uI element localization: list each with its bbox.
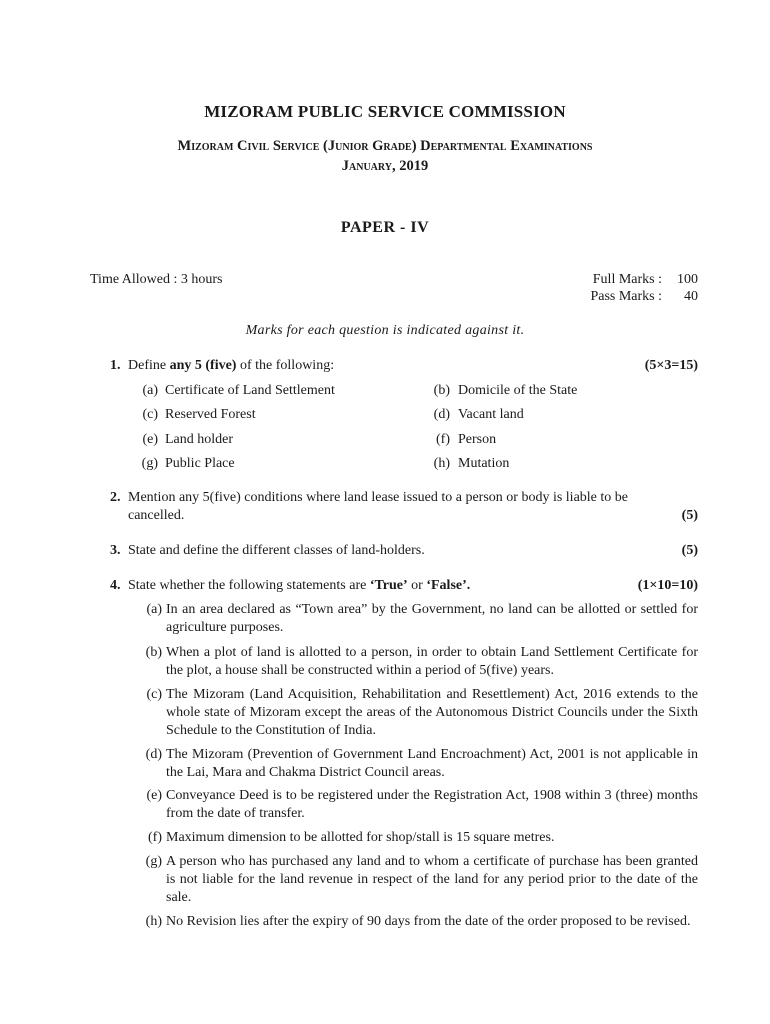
paper-number: PAPER - IV [340, 219, 430, 236]
statement-text: The Mizoram (Prevention of Government Land Encroachment) Act, 2001 is not applicable in the Lai, Mara and Chakma District Council areas. [166, 747, 698, 780]
question-emphasis: any 5 (five) [169, 358, 237, 373]
statement-text: The Mizoram (Land Acquisition, Rehabilitation and Resettlement) Act, 2016 extends to the whole state of Mizoram except the areas of the Autonomous District Councils under the Sixth Schedule to the Constitution of India. [166, 687, 698, 738]
true-keyword: ‘True’ [369, 578, 408, 593]
full-marks-value: 100 [677, 272, 698, 287]
option-label: (c) [142, 407, 158, 422]
statement-label: (g) [145, 854, 162, 869]
question-text-part: or [407, 578, 427, 593]
statement-label: (f) [148, 830, 162, 845]
statement-label: (a) [146, 602, 162, 617]
exam-subtitle: Mizoram Civil Service (Junior Grade) Departmental Examinations [177, 138, 593, 154]
option-text: Mutation [458, 456, 510, 471]
statement-text: Maximum dimension to be allotted for shop/stall is 15 square metres. [166, 830, 555, 845]
question-marks: (5) [681, 508, 698, 523]
exam-date: January, 2019 [341, 158, 429, 174]
option-text: Public Place [165, 456, 235, 471]
question-text-part: Define [128, 358, 170, 373]
statement-label: (c) [146, 687, 162, 702]
option-label: (h) [433, 456, 450, 471]
option-label: (d) [433, 407, 450, 422]
marks-note: Marks for each question is indicated against it. [245, 323, 525, 338]
pass-marks-value: 40 [684, 289, 698, 304]
question-marks: (1×10=10) [637, 578, 698, 593]
option-label: (g) [141, 456, 158, 471]
time-allowed: Time Allowed : 3 hours [90, 272, 223, 287]
statement-text: In an area declared as “Town area” by the Government, no land can be allotted or settled for agriculture purposes. [166, 602, 698, 635]
option-text: Reserved Forest [165, 407, 256, 422]
question-text: Mention any 5(five) conditions where land lease issued to a person or body is liable to be [128, 490, 628, 505]
option-label: (a) [142, 383, 158, 398]
statement-label: (b) [145, 645, 162, 660]
option-label: (e) [142, 432, 158, 447]
question-text [128, 577, 698, 595]
statement-text: When a plot of land is allotted to a person, in order to obtain Land Settlement Certificate for the plot, a house shall be constructed within a period of 5(five) years. [166, 645, 698, 678]
option-text: Vacant land [458, 407, 524, 422]
option-text: Person [458, 432, 497, 447]
question-number: 3. [110, 543, 121, 558]
option-text: Domicile of the State [458, 383, 578, 398]
question-text: State and define the different classes of land-holders. [128, 543, 425, 558]
question-number: 1. [110, 358, 121, 373]
statement-text: Conveyance Deed is to be registered under the Registration Act, 1908 within 3 (three) months from the date of transfer. [166, 788, 698, 821]
question-number: 2. [110, 490, 121, 505]
full-marks-label: Full Marks : [592, 272, 662, 287]
statement-label: (d) [145, 747, 162, 762]
statement-label: (e) [146, 788, 162, 803]
statement-text: No Revision lies after the expiry of 90 days from the date of the order proposed to be revised. [166, 914, 691, 929]
question-text-continued: cancelled. [128, 508, 185, 523]
question-text-part: of the following: [236, 358, 335, 373]
option-label: (f) [436, 432, 450, 447]
question-text-part: State whether the following statements are [128, 578, 370, 593]
question-text [128, 357, 698, 375]
option-text: Land holder [165, 432, 234, 447]
false-keyword: ‘False’. [426, 578, 471, 593]
option-label: (b) [433, 383, 450, 398]
question-number: 4. [110, 578, 121, 593]
question-marks: (5×3=15) [644, 358, 698, 373]
commission-title: MIZORAM PUBLIC SERVICE COMMISSION [204, 102, 566, 121]
option-text: Certificate of Land Settlement [165, 383, 335, 398]
question-marks: (5) [681, 543, 698, 558]
statement-text: A person who has purchased any land and to whom a certificate of purchase has been granted is not liable for the land revenue in respect of the land for any period prior to the date of the sale. [166, 854, 698, 905]
statement-label: (h) [145, 914, 162, 929]
pass-marks-label: Pass Marks : [590, 289, 662, 304]
